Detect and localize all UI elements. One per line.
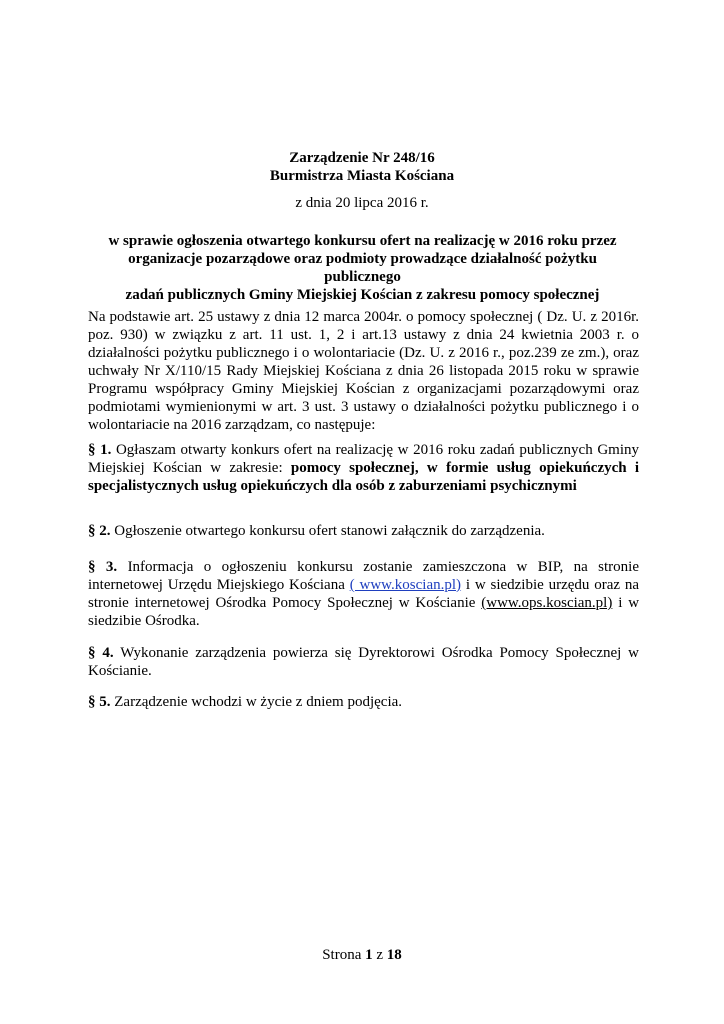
section-2-text: Ogłoszenie otwartego konkursu ofert stanowi załącznik do zarządzenia. — [114, 523, 545, 539]
footer-current-page: 1 — [365, 947, 373, 963]
koscian-link[interactable]: ( www.koscian.pl) — [349, 577, 462, 593]
section-4 — [88, 644, 639, 680]
document-title — [88, 149, 636, 185]
section-2-number: § 2. — [88, 523, 111, 539]
section-3-text-before: Informacja o ogłoszeniu konkursu zostanie zamieszczona w BIP, na stronie internetowej Urzędu Miejskiego Kościana — [88, 559, 639, 593]
section-1-bold-text: pomocy społecznej, w formie usług opiekuńczych i specjalistycznych usług opiekuńczych dla osób z zaburzeniami psychicznymi — [88, 460, 639, 494]
title-line-2: Burmistrza Miasta Kościana — [269, 168, 455, 184]
section-4-text: Wykonanie zarządzenia powierza się Dyrektorowi Ośrodka Pomocy Społecznej w Kościanie. — [88, 645, 639, 679]
footer-label: Strona — [322, 947, 362, 963]
section-1 — [88, 441, 639, 495]
document-date: z dnia 20 lipca 2016 r. — [295, 195, 429, 211]
legal-basis-text: Na podstawie art. 25 ustawy z dnia 12 marca 2004r. o pomocy społecznej ( Dz. U. z 2016r. poz. 930) w związku z art. 11 ust. 1, 2 i art.13 ustawy z dnia 24 kwietnia 2003 r. o działalności pożytku publicznego i o wolontariacie (Dz. U. z 2016 r., poz.239 ze zm.), oraz uchwały Nr X/110/15 Rady Miejskiej Kościana z dnia 26 listopada 2015 roku w sprawie Programu współpracy Gminy Miejskiej Kościan z organizacjami pozarządowymi oraz podmiotami wymienionymi w art. 3 ust. 3 ustawy o działalności pożytku publicznego i o wolontariacie na 2016 zarządzam, co następuje: — [88, 309, 639, 433]
section-1-number: § 1. — [88, 442, 112, 458]
section-3 — [88, 558, 639, 630]
section-3-text-middle: i w siedzibie urzędu oraz na stronie internetowej Ośrodka Pomocy Społecznej w Kościanie — [88, 577, 640, 611]
title-line-1: Zarządzenie Nr 248/16 — [289, 150, 435, 166]
subject-line-1: w sprawie ogłoszenia otwartego konkursu ofert na realizację w 2016 roku przez — [108, 233, 617, 249]
section-5-text: Zarządzenie wchodzi w życie z dniem podjęcia. — [114, 694, 403, 710]
legal-basis-paragraph — [88, 308, 639, 434]
subject-line-2: organizacje pozarządowe oraz podmioty prowadzące działalność pożytku publicznego — [128, 251, 597, 285]
section-3-number: § 3. — [88, 559, 118, 575]
section-3-text-after: i w siedzibie Ośrodka. — [88, 595, 640, 629]
footer-total-pages: 18 — [386, 947, 402, 963]
footer-separator: z — [376, 947, 384, 963]
section-4-number: § 4. — [88, 645, 114, 661]
ops-koscian-link[interactable]: (www.ops.koscian.pl) — [481, 595, 613, 611]
section-2 — [88, 522, 639, 540]
section-1-text: Ogłaszam otwarty konkurs ofert na realizację w 2016 roku zadań publicznych Gminy Miejskiej Kościan w zakresie: — [88, 442, 639, 476]
section-5 — [88, 693, 639, 711]
subject-line-3: zadań publicznych Gminy Miejskiej Kościan z zakresu pomocy społecznej — [125, 287, 600, 303]
document-subject — [90, 232, 635, 304]
page-footer — [0, 946, 724, 964]
section-5-number: § 5. — [88, 694, 111, 710]
